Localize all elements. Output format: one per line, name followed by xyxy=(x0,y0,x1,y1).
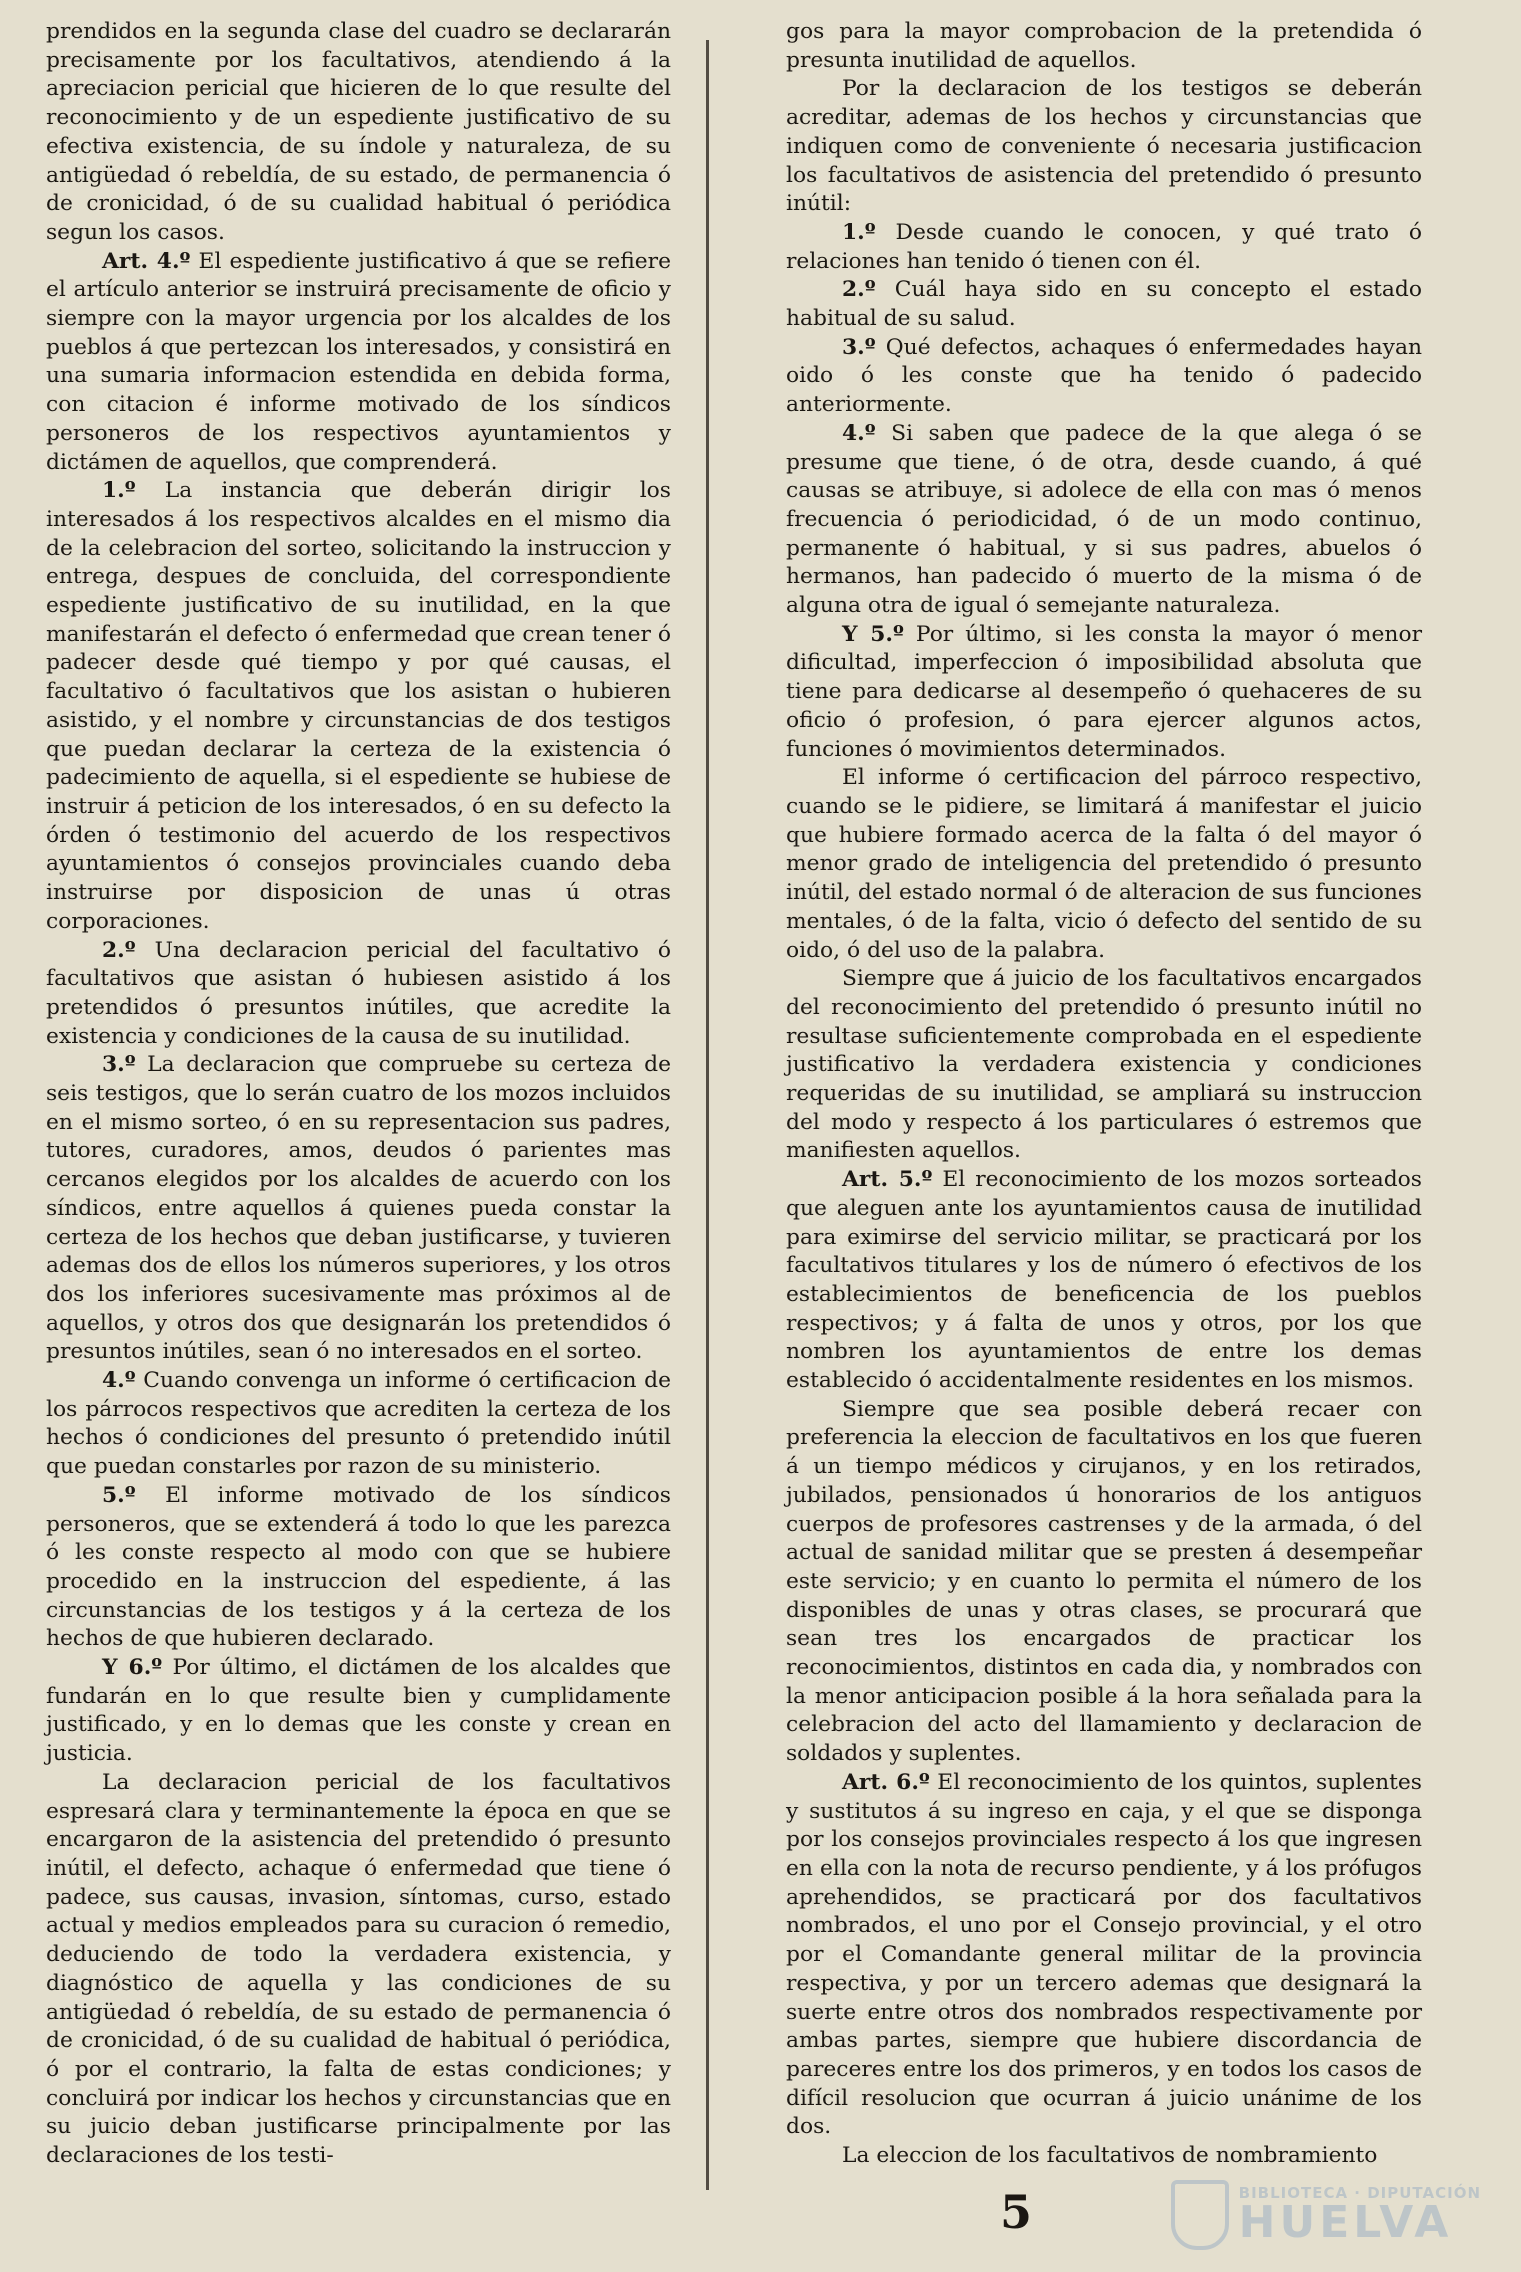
article-paragraph xyxy=(46,1654,671,1769)
paragraph-text: Desde cuando le conocen, y qué trato ó relaciones han tenido ó tienen con él. xyxy=(786,219,1422,274)
article-paragraph xyxy=(46,937,671,1052)
page-number: 5 xyxy=(1000,2185,1033,2239)
paragraph-text: Si saben que padece de la que alega ó se presume que tiene, ó de otra, desde cuando, á qué causas se atribuye, si adolece de ella con mas ó menos frecuencia ó periodicidad, ó de un modo continuo, permanente ó habitual, y si sus padres, abuelos ó hermanos, han padecido ó muerto de la misma ó de alguna otra de igual ó semejante naturaleza. xyxy=(786,420,1422,619)
article-number: Art. 4.º xyxy=(102,248,191,274)
paragraph-text: Una declaracion pericial del facultativo ó facultativos que asistan ó hubiesen asistido á los pretendidos ó presuntos inútiles, que acredite la existencia y condiciones de la causa de su inutilidad. xyxy=(46,937,671,1049)
column-divider xyxy=(706,40,709,2190)
paragraph-text: Siempre que sea posible deberá recaer con preferencia la eleccion de facultativos en los que fueren á un tiempo médicos y cirujanos, y en los retirados, jubilados, pensionados ú honorarios de los antiguos cuerpos de profesores castrenses y de la armada, ó del actual de sanidad militar que se presten á desempeñar este servicio; y en cuanto lo permita el número de los disponibles de unas y otras clases, se procurará que sean tres los encargados de practicar los reconocimientos, distintos en cada dia, y nombrados con la menor anticipacion posible á la hora señalada para la celebracion del acto del llamamiento y declaracion de soldados y suplentes. xyxy=(786,1396,1422,1767)
article-number: 2.º xyxy=(102,937,136,963)
paragraph-text: gos para la mayor comprobacion de la pretendida ó presunta inutilidad de aquellos. xyxy=(786,19,1422,73)
text-paragraph xyxy=(46,1769,671,2171)
library-watermark xyxy=(1171,2180,1481,2250)
article-number: 1.º xyxy=(842,219,876,245)
article-paragraph xyxy=(786,420,1422,621)
article-number: 1.º xyxy=(102,478,136,504)
article-number: Art. 5.º xyxy=(842,1167,933,1193)
paragraph-text: La instancia que deberán dirigir los interesados á los respectivos alcaldes en el mismo dia de la celebracion del sorteo, solicitando la instruccion y entrega, despues de concluida, del correspondiente espediente justificativo de su inutilidad, en la que manifestarán el defecto ó enfermedad que crean tener ó padecer desde qué tiempo y por qué causas, el facultativo ó facultativos que los asistan o hubieren asistido, y el nombre y circunstancias de dos testigos que puedan declarar la certeza de la existencia ó padecimiento de aquella, si el espediente se hubiese de instruir á peticion de los interesados, ó en su defecto la órden ó testimonio del acuerdo de los respectivos ayuntamientos ó consejos provinciales cuando deba instruirse por disposicion de unas ú otras corporaciones. xyxy=(46,478,671,934)
article-number: 2.º xyxy=(842,277,876,303)
article-paragraph xyxy=(786,621,1422,765)
article-paragraph xyxy=(786,1166,1422,1396)
text-paragraph xyxy=(786,75,1422,219)
article-paragraph xyxy=(786,334,1422,420)
right-column xyxy=(786,18,1422,2171)
article-paragraph xyxy=(46,248,671,478)
paragraph-text: Cuál haya sido en su concepto el estado habitual de su salud. xyxy=(786,277,1422,332)
article-paragraph xyxy=(46,477,671,936)
article-number: 5.º xyxy=(102,1482,136,1508)
article-number: 3.º xyxy=(842,334,876,360)
article-number: Y 5.º xyxy=(842,621,904,647)
article-number: 4.º xyxy=(102,1368,136,1394)
watermark-big-text: HUELVA xyxy=(1238,2196,1453,2248)
text-paragraph xyxy=(786,18,1422,75)
article-paragraph xyxy=(786,1769,1422,2142)
article-number: Art. 6.º xyxy=(842,1769,930,1795)
article-number: 3.º xyxy=(102,1052,136,1078)
text-paragraph xyxy=(786,764,1422,965)
watermark-small-text: BIBLIOTECA · DIPUTACIÓN xyxy=(1238,2183,1481,2202)
paragraph-text: Por último, el dictámen de los alcaldes que fundarán en lo que resulte bien y cumplidamente justificado, y en lo demas que les conste y crean en justicia. xyxy=(46,1655,671,1767)
paragraph-text: Por la declaracion de los testigos se deberán acreditar, ademas de los hechos y circunstancias que indiquen como de conveniente ó necesaria justificacion los facultativos de asistencia del pretendido ó presunto inútil: xyxy=(786,76,1422,217)
article-paragraph xyxy=(46,1482,671,1654)
paragraph-text: La eleccion de los facultativos de nombramiento xyxy=(842,2143,1378,2169)
left-column xyxy=(46,18,671,2171)
article-number: Y 6.º xyxy=(102,1655,163,1681)
article-paragraph xyxy=(786,276,1422,333)
paragraph-text: Qué defectos, achaques ó enfermedades hayan oido ó les conste que ha tenido ó padecido anteriormente. xyxy=(786,334,1422,418)
paragraph-text: Cuando convenga un informe ó certificacion de los párrocos respectivos que acrediten la certeza de los hechos ó condiciones del presunto ó pretendido inútil que puedan constarles por razon de su ministerio. xyxy=(46,1368,671,1480)
article-number: 4.º xyxy=(842,420,876,446)
text-paragraph xyxy=(786,965,1422,1166)
paragraph-text: prendidos en la segunda clase del cuadro se declararán precisamente por los facultativos, atendiendo á la apreciacion pericial que hicieren de lo que resulte del reconocimiento y de un espediente justificativo de su efectiva existencia, de su índole y naturaleza, de su antigüedad ó rebeldía, de su estado, de permanencia ó de cronicidad, ó de su cualidad habitual ó periódica segun los casos. xyxy=(46,19,671,245)
article-paragraph xyxy=(46,1051,671,1367)
paragraph-text: El reconocimiento de los quintos, suplentes y sustitutos á su ingreso en caja, y el que se disponga por los consejos provinciales respecto á los que ingresen en ella con la nota de recurso pendiente, y á los prófugos aprehendidos, se practicará por dos facultativos nombrados, el uno por el Consejo provincial, y el otro por el Comandante general militar de la provincia respectiva, y por un tercero ademas que designará la suerte entre otros dos nombrados respectivamente por ambas partes, siempre que hubiere discordancia de pareceres entre los dos primeros, y en todos los casos de difícil resolucion que ocurran á juicio unánime de los dos. xyxy=(786,1769,1422,2140)
paragraph-text: La declaracion pericial de los facultativos espresará clara y terminantemente la época en que se encargaron de la asistencia del pretendido ó presunto inútil, el defecto, achaque ó enfermedad que tiene ó padece, sus causas, invasion, síntomas, curso, estado actual y medios empleados para su curacion ó remedio, deduciendo de todo la verdadera existencia, y diagnóstico de aquella y las condiciones de su antigüedad ó rebeldía, de su estado de permanencia ó de cronicidad, ó de su cualidad de habitual ó periódica, ó por el contrario, la falta de estas condiciones; y concluirá por indicar los hechos y circunstancias que en su juicio deban justificarse principalmente por las declaraciones de los testi- xyxy=(46,1769,671,2169)
article-paragraph xyxy=(46,1367,671,1482)
text-paragraph xyxy=(786,1396,1422,1769)
text-paragraph xyxy=(786,2142,1422,2171)
paragraph-text: La declaracion que compruebe su certeza de seis testigos, que lo serán cuatro de los mozos incluidos en el mismo sorteo, ó en su representacion sus padres, tutores, curadores, amos, deudos ó parientes mas cercanos elegidos por los alcaldes de acuerdo con los síndicos, entre aquellos á quienes pueda constar la certeza de los hechos que deban justificarse, y tuvieren ademas dos de ellos los números superiores, y los otros dos los inferiores sucesivamente mas próximos al de aquellos, y otros dos que designarán los pretendidos ó presuntos inútiles, sean ó no interesados en el sorteo. xyxy=(46,1052,671,1365)
text-paragraph xyxy=(46,18,671,248)
paragraph-text: El espediente justificativo á que se refiere el artículo anterior se instruirá precisamente de oficio y siempre con la mayor urgencia por los alcaldes de los pueblos á que pertezcan los interesados, y consistirá en una sumaria informacion estendida en debida forma, con citacion é informe motivado de los síndicos personeros de los respectivos ayuntamientos y dictámen de aquellos, que comprenderá. xyxy=(46,248,671,475)
paragraph-text: El reconocimiento de los mozos sorteados que aleguen ante los ayuntamientos causa de inutilidad para eximirse del servicio militar, se practicará por los facultativos titulares y los de número ó efectivos de los establecimientos de beneficencia de los pueblos respectivos; y á falta de unos y otros, por los que nombren los ayuntamientos de entre los demas establecido ó accidentalmente residentes en los mismos. xyxy=(786,1167,1422,1394)
paragraph-text: Siempre que á juicio de los facultativos encargados del reconocimiento del pretendido ó presunto inútil no resultase suficientemente comprobada en el espediente justificativo la verdadera existencia y condiciones requeridas de su inutilidad, se ampliará su instruccion del modo y respecto á los particulares ó estremos que manifiesten aquellos. xyxy=(786,966,1422,1164)
paragraph-text: El informe ó certificacion del párroco respectivo, cuando se le pidiere, se limitará á manifestar el juicio que hubiere formado acerca de la falta ó del mayor ó menor grado de inteligencia del pretendido ó presunto inútil, del estado normal ó de alteracion de sus funciones mentales, ó de la falta, vicio ó defecto del sentido de su oido, ó del uso de la palabra. xyxy=(786,765,1422,963)
shield-icon xyxy=(1171,2180,1229,2250)
paragraph-text: El informe motivado de los síndicos personeros, que se extenderá á todo lo que les parezca ó les conste respecto al modo con que se hubiere procedido en la instruccion del espediente, á las circunstancias de los testigos y á la certeza de los hechos de que hubieren declarado. xyxy=(46,1482,671,1652)
paragraph-text: Por último, si les consta la mayor ó menor dificultad, imperfeccion ó imposibilidad absoluta que tiene para dedicarse al desempeño ó quehaceres de su oficio ó profesion, ó para ejercer algunos actos, funciones ó movimientos determinados. xyxy=(786,621,1422,762)
article-paragraph xyxy=(786,219,1422,276)
